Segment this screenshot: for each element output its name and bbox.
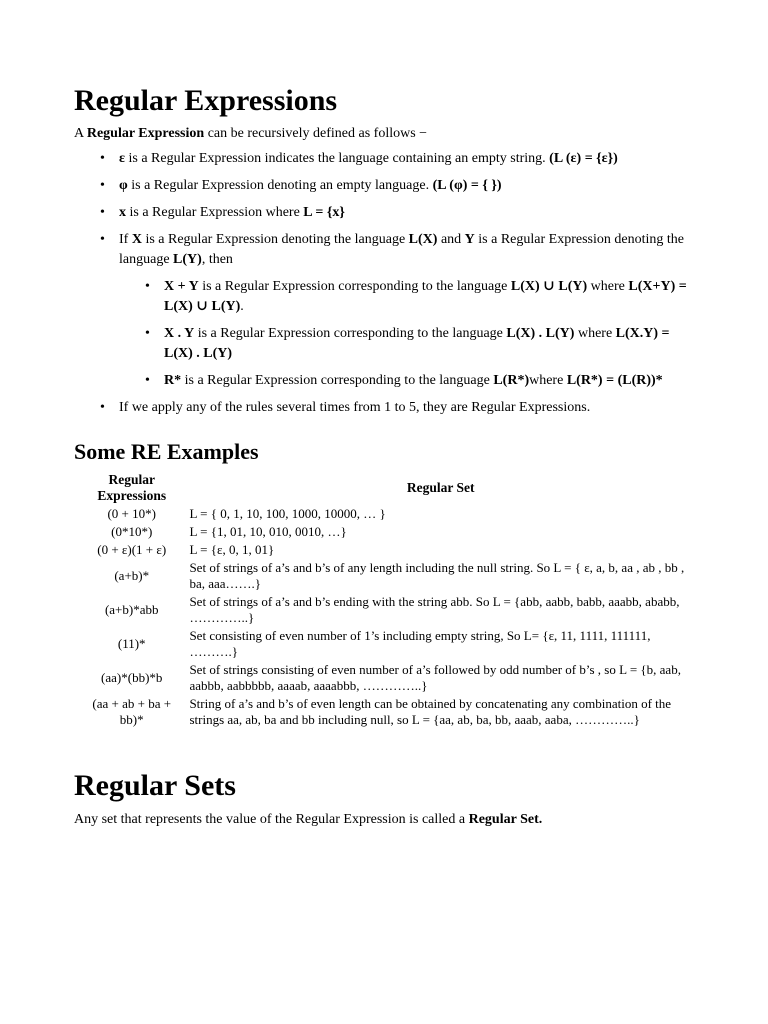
table-row <box>78 523 696 541</box>
list-item: • φ is a Regular Expression denoting an empty language. (L (φ) = { }) <box>74 176 696 196</box>
table-row <box>78 541 696 559</box>
sub-rules-list <box>119 277 696 391</box>
table-cell-expression: (0*10*) <box>111 524 153 539</box>
list-item: • R* is a Regular Expression corresponding to the language L(R*)where L(R*) = (L(R))* <box>119 371 696 391</box>
table-cell-expression: (a+b)* <box>114 568 150 583</box>
table-row <box>78 627 696 661</box>
table-row <box>78 505 696 523</box>
table-row <box>78 695 696 729</box>
table-header-row <box>78 471 696 505</box>
column-header-regular-set: Regular Set <box>406 480 475 495</box>
intro-text-end: can be recursively defined as follows − <box>204 126 428 141</box>
intro-text: A <box>74 126 87 141</box>
table-cell-expression: (11)* <box>117 636 146 651</box>
intro-term: Regular Expression <box>86 126 205 141</box>
heading-regular-sets: Regular Sets <box>74 769 236 802</box>
list-item: • ε is a Regular Expression indicates the language containing an empty string. (L (ε) = {ε}) <box>74 149 696 169</box>
heading-regular-expressions: Regular Expressions <box>74 84 338 117</box>
document-content <box>74 84 696 829</box>
table-row <box>78 661 696 695</box>
intro-paragraph <box>74 125 696 143</box>
table-cell-set: Set of strings consisting of even number of a’s followed by odd number of b’s , so L = {b, aab, aabbb, aabbbbb, aaaab, aaaabbb, …………..} <box>189 662 681 693</box>
table-cell-expression: (aa)*(bb)*b <box>101 670 163 685</box>
table-cell-set: L = {1, 01, 10, 010, 0010, …} <box>189 524 347 539</box>
table-row <box>78 559 696 593</box>
re-examples-table <box>78 471 696 729</box>
table-cell-expression: (aa + ab + ba + bb)* <box>92 696 172 727</box>
table-cell-expression: (0 + ε)(1 + ε) <box>97 542 167 557</box>
list-item: • If we apply any of the rules several times from 1 to 5, they are Regular Expressions. <box>74 398 696 418</box>
column-header-regular-expressions: Regular Expressions <box>97 472 167 503</box>
list-item: • X + Y is a Regular Expression corresponding to the language L(X) ∪ L(Y) where L(X+Y) = L(X) ∪ L(Y). <box>119 277 696 317</box>
table-cell-set: Set of strings of a’s and b’s ending with the string abb. So L = {abb, aabb, babb, aaabb, ababb, …………..} <box>189 594 680 625</box>
table-cell-set: Set consisting of even number of 1’s including empty string, So L= {ε, 11, 1111, 111111, ……….} <box>189 628 651 659</box>
list-item: • x is a Regular Expression where L = {x} <box>74 203 696 223</box>
table-cell-set: L = {ε, 0, 1, 01} <box>189 542 275 557</box>
regular-sets-paragraph: Any set that represents the value of the Regular Expression is called a Regular Set. <box>74 812 543 827</box>
list-item: • X . Y is a Regular Expression corresponding to the language L(X) . L(Y) where L(X.Y) = L(X) . L(Y) <box>119 324 696 364</box>
table-cell-set: Set of strings of a’s and b’s of any length including the null string. So L = { ε, a, b, aa , ab , bb , ba, aaa…….} <box>189 560 685 591</box>
table-cell-expression: (0 + 10*) <box>107 506 156 521</box>
heading-re-examples: Some RE Examples <box>74 439 259 464</box>
list-item: • If X is a Regular Expression denoting the language L(X) and Y is a Regular Expression denoting the language L(Y), then • X + Y is a Regular Expression corresponding to the language L(X) ∪ L(Y) where L(X+Y) = L(X) ∪ L(Y). • X . Y is a Regular Expression corresponding to the language L(X) . L(Y) where L(X.Y) = L(X) . L(Y) • R* is a Regular Expression corresponding to the language L(R*)where L(R*) = (L(R))* <box>74 230 696 391</box>
table-cell-expression: (a+b)*abb <box>104 602 159 617</box>
table-cell-set: String of a’s and b’s of even length can be obtained by concatenating any combination of the strings aa, ab, ba and bb including null, so L = {aa, ab, ba, bb, aaab, aaba, …………..} <box>189 696 672 727</box>
table-cell-set: L = { 0, 1, 10, 100, 1000, 10000, … } <box>189 506 386 521</box>
rules-list <box>74 149 696 418</box>
table-row <box>78 593 696 627</box>
